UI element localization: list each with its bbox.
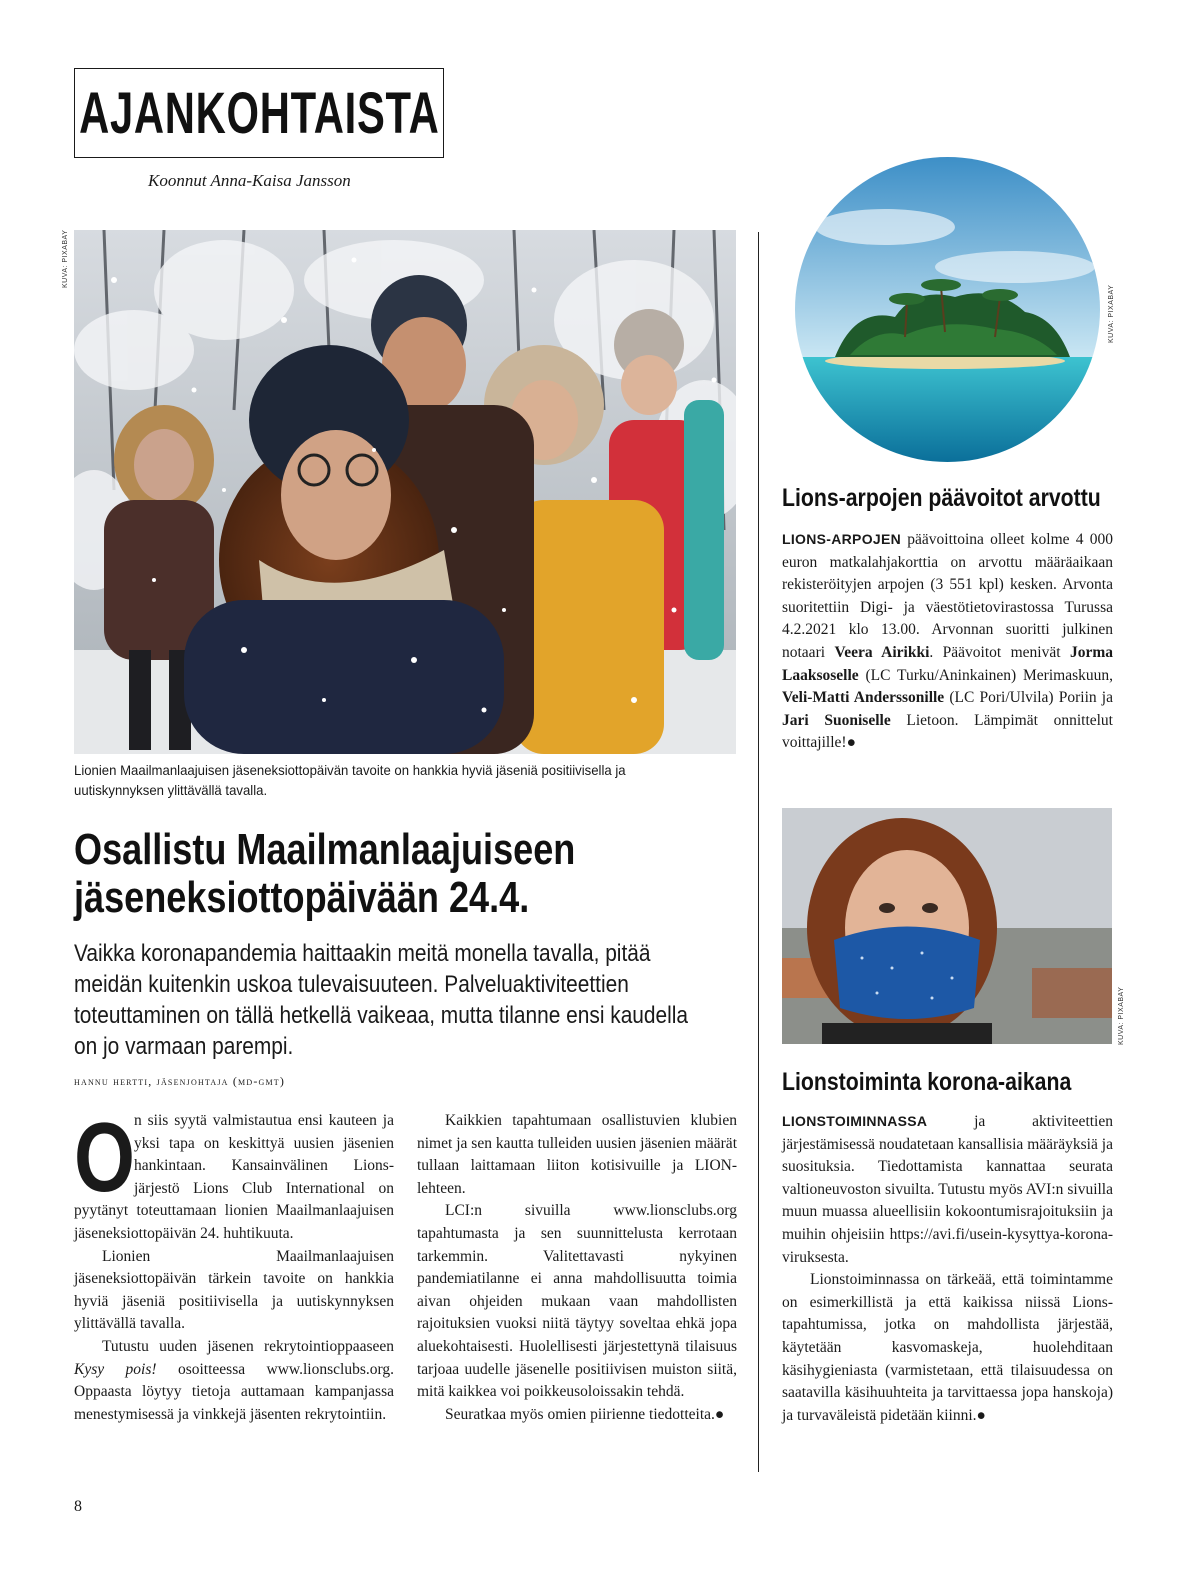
dropcap: O [74,1102,135,1212]
byline: Koonnut Anna-Kaisa Jansson [148,171,351,190]
masked-photo-credit: KUVA: PIXABAY [1118,986,1125,1045]
lottery-text [782,528,1113,755]
paragraph-3-text-a: Tutustu uuden jäsenen rekrytointioppaaseen [102,1337,394,1355]
article-paragraph-3 [74,1336,394,1426]
corona-text-2: Lionstoiminnassa on tärkeää, että toimintamme on esimerkillistä ja että kaikissa niissä Lions-tapahtumissa, jotka on mahdollista järjestää, käytetään kasvomaskeja, huolehditaan käsihygieniasta (varmistetaan, että tilaisuudessa on saatavilla käsihuuhteita ja tarvittaessa jopa hanskoja) ja turvaväleistä pidetään kiinni. [782,1271,1113,1424]
masked-woman-photo [782,808,1112,1044]
article-author: hannu hertti, jäsenjohtaja (md-gmt) [74,1074,286,1088]
lottery-heading: Lions-arpojen päävoitot arvottu [782,484,1101,512]
lottery-text-5: Lietoon. Lämpimät onnittelut voittajille! [782,711,1113,752]
page-number: 8 [74,1498,82,1515]
article-lead: Vaikka koronapandemia haittaakin meitä monella tavalla, pitää meidän kuitenkin uskoa tulevaisuuteen. Palveluaktiviteettien toteuttaminen on tällä hetkellä vaikeaa, mutta tilanne ensi kaudella on jo varmaan parempi. [74,940,689,1060]
island-photo [795,157,1100,462]
paragraph-3-text-b: osoitteessa www.lionsclubs.org. Oppaasta löytyy tietoja auttamaan kampanjassa menestymisessä ja vinkkejä jäsenten rekrytointiin. [74,1360,394,1423]
article-headline [74,826,632,922]
corona-paragraph-2 [782,1269,1113,1427]
corona-runin: LIONSTOIMINNASSA [782,1113,928,1129]
corona-heading: Lionstoiminta korona-aikana [782,1068,1072,1096]
lottery-text-1: päävoittoina olleet kolme 4 000 euron matkalahjakorttia on arvottu määräaikaan rekisteröityjen arpojen (3 551 kpl) kesken. Arvonta suoritettiin Digi- ja väestötietovirastossa Turussa 4.2.2021 klo 13.00. Arvonnan suoritti julkinen notaari [782,531,1113,661]
article-column-1 [74,1102,394,1426]
section-title-box [74,68,444,158]
corona-paragraph-1 [782,1110,1113,1269]
headline-line-1: Osallistu Maailmanlaajuiseen [74,825,576,874]
article-paragraph-6 [417,1404,737,1427]
lottery-paragraph [782,528,1113,755]
winner-1-name: Jorma Laaksoselle [782,643,1113,684]
end-mark: ● [714,1405,725,1423]
winner-3-name: Jari Suoniselle [782,711,891,729]
guide-title: Kysy pois! [74,1360,157,1378]
headline-line-2: jäseneksiottopäivään 24.4. [74,873,530,922]
column-divider [758,232,759,1472]
winner-2-name: Veli-Matti Anderssonille [782,689,945,707]
lottery-text-3: (LC Turku/Aninkainen) Merimaskuun, [858,666,1113,684]
article-paragraph-2: Lionien Maailmanlaajuisen jäseneksiottopäivän tärkein tavoite on hankkia hyviä jäseniä positiivisella ja uutiskynnyksen ylittävällä tavalla. [74,1247,394,1333]
article-paragraph-4: Kaikkien tapahtumaan osallistuvien klubien nimet ja sen kautta tulleiden uusien jäsenien määrät tullaan laittamaan liiton kotisivuille ja LION-lehteen. [417,1112,737,1197]
paragraph-1-text: n siis syytä valmistautua ensi kauteen ja yksi tapa on keskittyä uusien jäsenien hankintaan. Kansainvälinen Lions-järjestö Lions Club International on pyytänyt toteuttamaan lionien Maailmanlaajuisen jäseneksiottopäivän 24. huhtikuuta. [74,1112,394,1242]
lottery-runin: LIONS-ARPOJEN [782,531,902,547]
island-photo-credit: KUVA: PIXABAY [1108,284,1115,343]
photo-credit-main: KUVA: PIXABAY [62,229,69,288]
article-paragraph-5: LCI:n sivuilla www.lionsclubs.org tapahtumasta ja sen suunnittelusta kerrotaan tarkemmin. Valitettavasti nykyinen pandemiatilanne ei anna mahdollisuutta toimia aivan ohjeiden mukaan vaan mahdollisten rajoituksien vuoksi niitä täytyy soveltaa ehkä jopa aluekohtaisesti. Huolellisesti järjestettynä tilaisuus tarjoaa uudelle jäsenelle positiivisen muiston siitä, mitä kaikkea voi poikkeusoloissakin tehdä. [417,1202,737,1401]
notary-name: Veera Airikki [834,643,930,661]
article-paragraph-1 [74,1102,394,1246]
article-column-2 [417,1110,737,1426]
lottery-text-4: (LC Pori/Ulvila) Poriin ja [944,689,1113,707]
paragraph-6-text: Seuratkaa myös omien piirienne tiedotteita. [445,1405,715,1423]
main-photo-winter-group [74,230,736,754]
section-title: AJANKOHTAISTA [78,80,440,146]
main-photo-caption: Lionien Maailmanlaajuisen jäseneksiottopäivän tavoite on hankkia hyviä jäseniä positiivisella ja uutiskynnyksen ylittävällä tavalla. [74,762,626,798]
corona-text [782,1110,1113,1427]
end-mark: ● [976,1406,986,1424]
corona-text-1: ja aktiviteettien järjestämisessä noudatetaan kansallisia määräyksiä ja suosituksia. Tiedottamista kannattaa seurata valtioneuvoston sivuilta. Tutustu myös AVI:n sivuilla muun muassa alueellisiin kokoontumisrajoituksiin ja muihin ohjeisiin https://avi.fi/usein-kysyttya-korona-viruksesta. [782,1113,1113,1266]
end-mark: ● [846,734,856,752]
lottery-text-2: . Päävoitot menivät [929,643,1070,661]
